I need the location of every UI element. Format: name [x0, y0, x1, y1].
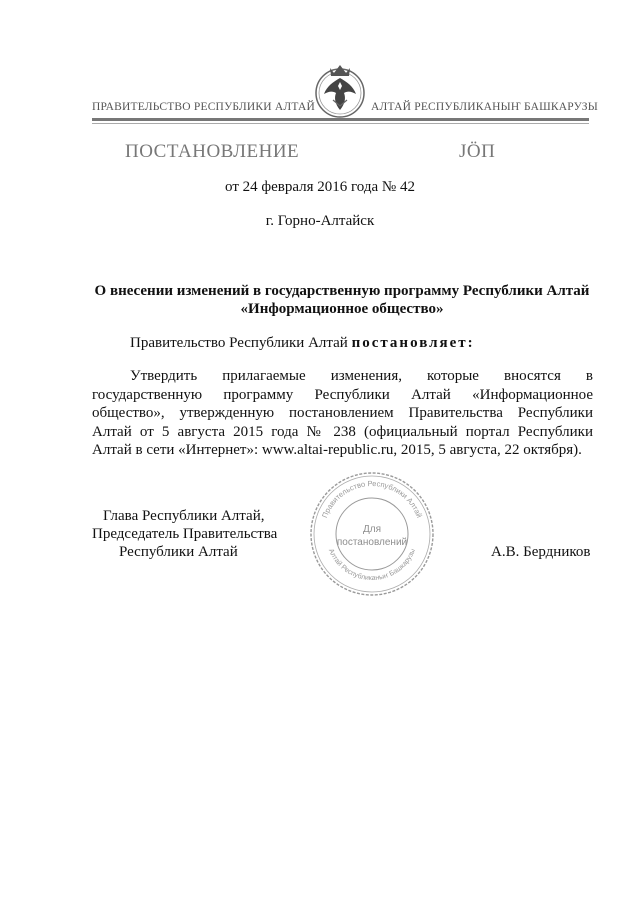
header-left-text: ПРАВИТЕЛЬСТВО РЕСПУБЛИКИ АЛТАЙ: [92, 101, 316, 113]
stamp-ring-text-bottom: Алтай Республиканыҥ Башкарузы: [326, 547, 418, 583]
stamp-ring-text: Правительство Республики Алтай: [320, 478, 424, 520]
header-right-text: АЛТАЙ РЕСПУБЛИКАНЫҤ БАШКАРУЗЫ: [371, 101, 598, 113]
official-stamp: [307, 469, 437, 599]
coat-of-arms-emblem-icon: [313, 60, 367, 122]
document-body: [92, 367, 593, 460]
body-line: Утвердить прилагаемые изменения, которые вносятся в: [130, 368, 593, 384]
document-type-title-altai: JÖП: [459, 141, 496, 162]
body-line: Алтай от 5 августа 2015 года № 238 (официальный портал Республики: [92, 423, 593, 440]
document-type-title: ПОСТАНОВЛЕНИЕ: [125, 141, 300, 162]
body-line: Алтай в сети «Интернет»: www.altai-republic.ru, 2015, 5 августа, 22 октября).: [92, 442, 582, 458]
stamp-center-line-2: постановлений: [336, 537, 408, 548]
signature-title-line-3: Республики Алтай: [119, 544, 238, 560]
header-divider-thick: [92, 118, 589, 121]
header-divider-thin: [92, 123, 589, 124]
decree-verb: постановляет:: [351, 335, 475, 351]
body-line: государственную программу Республики Алтай «Информационное: [92, 386, 593, 403]
heading-line-1: О внесении изменений в государственную программу Республики Алтай: [94, 283, 590, 299]
stamp-center-line-1: Для: [362, 524, 382, 535]
decree-line: [130, 335, 475, 352]
svg-text:Алтай Республиканыҥ Башкарузы: [327, 548, 417, 582]
document-date: от 24 февраля 2016 года № 42: [225, 179, 415, 195]
signature-title-line-2: Председатель Правительства: [92, 526, 278, 542]
document-city: г. Горно-Алтайск: [265, 213, 375, 229]
heading-line-2: «Информационное общество»: [240, 301, 444, 317]
signature-title-line-1: Глава Республики Алтай,: [103, 508, 265, 524]
body-line: общество», утвержденную постановлением Правительства Республики: [92, 405, 593, 421]
decree-prefix: Правительство Республики Алтай: [130, 335, 348, 351]
document-heading: [92, 282, 592, 318]
signatory-name: А.В. Бердников: [491, 544, 591, 560]
